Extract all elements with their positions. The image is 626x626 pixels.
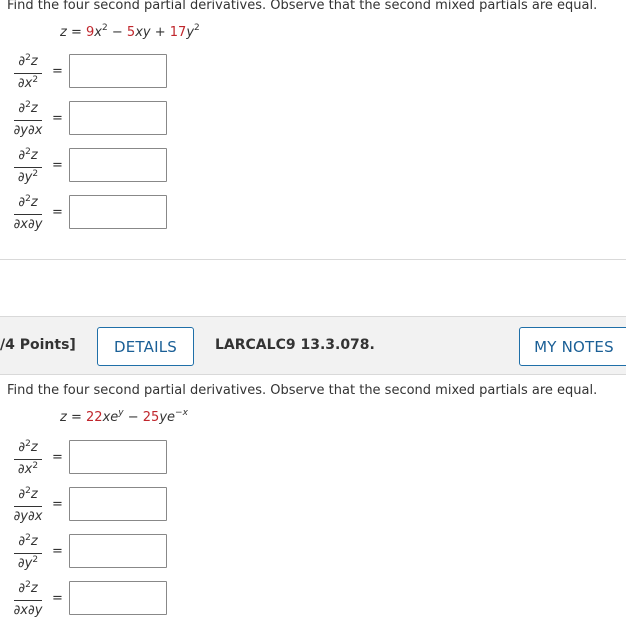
section-divider [0, 259, 626, 260]
answer-input-d2z-dxdy[interactable] [69, 581, 167, 615]
coefficient: 17 [169, 25, 187, 40]
partial-d2z-dx2: ∂$^2$z $\partial x^2$ [8, 54, 48, 92]
header-bottom-border [0, 374, 626, 375]
eq-exponent: 2 [102, 23, 108, 33]
answer-input-d2z-dxdy[interactable] [69, 195, 167, 229]
eq-sign: = [70, 25, 82, 40]
eq-operator: + [154, 25, 166, 40]
eq-exponent: −x [175, 408, 188, 418]
details-button[interactable]: DETAILS [97, 327, 194, 366]
partial-d2z-dydx: ∂$^2$z ∂y∂x [13, 486, 43, 524]
equals-sign: = [52, 591, 63, 606]
eq-variable: ye [159, 410, 176, 425]
problem1-prompt: Find the four second partial derivatives. Observe that the second mixed partials are equal. [7, 0, 598, 13]
partial-d2z-dy2: ∂$^2$z $\partial y^2$ [8, 534, 48, 572]
answer-input-d2z-dx2[interactable] [69, 54, 167, 88]
equals-sign: = [52, 111, 63, 126]
problem-code: LARCALC9 13.3.078. [215, 337, 375, 353]
partial-d2z-dx2: ∂$^2$z $\partial x^2$ [8, 440, 48, 478]
problem1-equation [60, 25, 200, 40]
header-top-border [0, 316, 626, 317]
eq-operator: − [111, 25, 123, 40]
partial-d2z-dxdy: ∂$^2$z ∂x∂y [13, 580, 43, 618]
answer-input-d2z-dydx[interactable] [69, 487, 167, 521]
answer-input-d2z-dydx[interactable] [69, 101, 167, 135]
points-label: /4 Points] [0, 337, 76, 353]
coefficient: 9 [86, 25, 95, 40]
equals-sign: = [52, 158, 63, 173]
eq-variable: x [94, 25, 102, 40]
problem2-prompt: Find the four second partial derivatives. Observe that the second mixed partials are equal. [7, 383, 598, 398]
partial-d2z-dxdy: ∂$^2$z ∂x∂y [13, 194, 43, 232]
eq-operator: − [127, 410, 139, 425]
equals-sign: = [52, 497, 63, 512]
eq-sign: = [70, 410, 82, 425]
eq-lhs: z [60, 410, 67, 425]
equals-sign: = [52, 544, 63, 559]
answer-input-d2z-dy2[interactable] [69, 148, 167, 182]
equals-sign: = [52, 450, 63, 465]
my-notes-button[interactable]: MY NOTES [519, 327, 626, 366]
partial-d2z-dy2: ∂$^2$z $\partial y^2$ [8, 148, 48, 186]
eq-variable: xy [135, 25, 151, 40]
eq-variable: xe [102, 410, 119, 425]
coefficient: 25 [142, 410, 160, 425]
eq-exponent: 2 [194, 23, 200, 33]
eq-exponent: y [118, 408, 124, 418]
equals-sign: = [52, 64, 63, 79]
eq-variable: y [186, 25, 195, 40]
answer-input-d2z-dy2[interactable] [69, 534, 167, 568]
partial-d2z-dydx: ∂$^2$z ∂y∂x [13, 100, 43, 138]
equals-sign: = [52, 205, 63, 220]
coefficient: 22 [86, 410, 103, 425]
eq-lhs: z [60, 25, 67, 40]
coefficient: 5 [126, 25, 136, 40]
answer-input-d2z-dx2[interactable] [69, 440, 167, 474]
problem2-equation [60, 410, 188, 425]
